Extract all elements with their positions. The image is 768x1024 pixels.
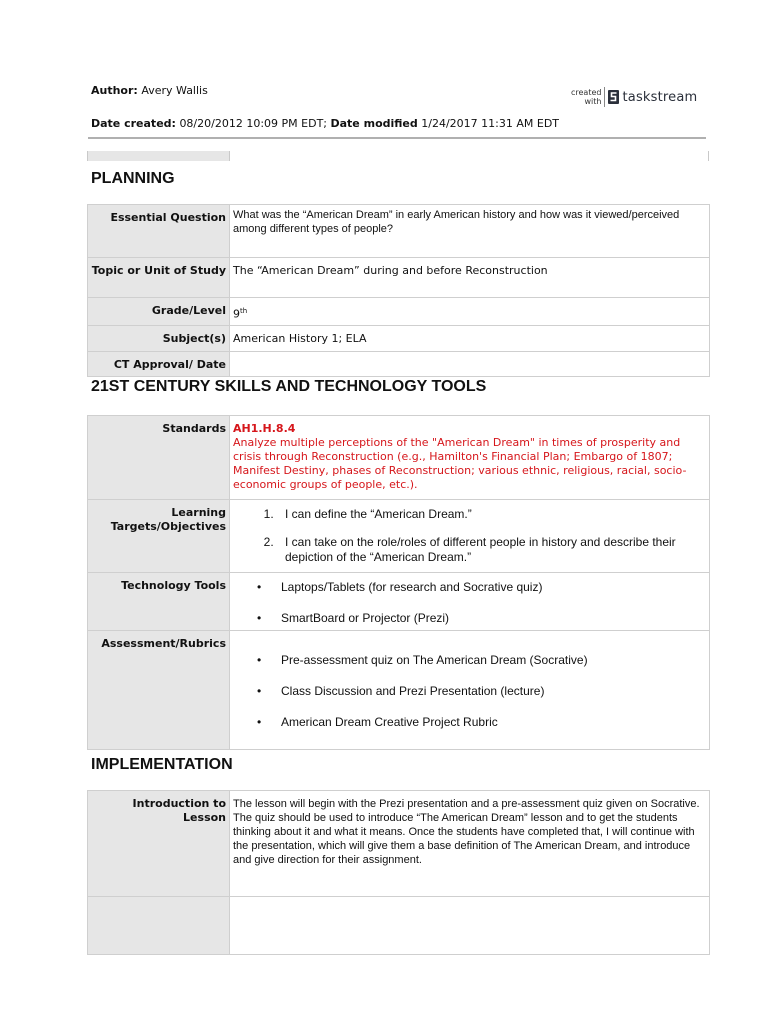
table-row bbox=[88, 897, 710, 955]
table-row bbox=[88, 298, 710, 326]
table-row bbox=[88, 500, 710, 573]
list-item: 1. I can define the “American Dream.” bbox=[277, 507, 706, 522]
table-row bbox=[88, 631, 710, 750]
list-item: 2. I can take on the role/roles of different people in history and describe their depiction of the “American Dream.” bbox=[277, 535, 706, 565]
table-row bbox=[88, 351, 710, 376]
learning-targets-value bbox=[230, 500, 710, 573]
essential-question-label: Essential Question bbox=[88, 205, 230, 258]
implementation-heading: IMPLEMENTATION bbox=[91, 756, 233, 773]
author-label: Author: bbox=[91, 84, 138, 97]
ct-approval-label: CT Approval/ Date bbox=[88, 351, 230, 376]
list-item: • SmartBoard or Projector (Prezi) bbox=[277, 611, 706, 626]
technology-tools-value bbox=[230, 573, 710, 631]
brand-with: with bbox=[584, 97, 602, 106]
list-item: • American Dream Creative Project Rubric bbox=[277, 715, 706, 730]
author-line bbox=[91, 84, 208, 97]
brand-name: taskstream bbox=[622, 89, 698, 105]
learning-targets-list bbox=[233, 507, 706, 565]
intro-value: The lesson will begin with the Prezi presentation and a pre-assessment quiz given on Socrative. The quiz should be used to introduce “The American Dream” lesson and to get the students thinking about it and what it means. Once the students have completed that, I will continue with the presentation, which will give them a base definition of The American Dream, and introduce and give direction for their assignment. bbox=[230, 791, 710, 897]
header-divider bbox=[88, 137, 706, 139]
date-modified-label: Date modified bbox=[330, 117, 418, 130]
essential-question-value: What was the “American Dream” in early American history and how was it viewed/perceived among different types of people? bbox=[230, 205, 710, 258]
grade-suffix: th bbox=[240, 307, 248, 315]
empty-value bbox=[230, 897, 710, 955]
assessment-list bbox=[233, 653, 706, 730]
subjects-label: Subject(s) bbox=[88, 325, 230, 351]
skills-table bbox=[87, 415, 710, 750]
table-row bbox=[88, 205, 710, 258]
stub-label-cell bbox=[87, 151, 229, 161]
table-row bbox=[88, 258, 710, 298]
date-created-label: Date created: bbox=[91, 117, 176, 130]
ct-approval-value bbox=[230, 351, 710, 376]
topic-value: The “American Dream” during and before Reconstruction bbox=[230, 258, 710, 298]
topic-label: Topic or Unit of Study bbox=[88, 258, 230, 298]
grade-value bbox=[230, 298, 710, 326]
continued-table-stub bbox=[87, 151, 709, 161]
table-row bbox=[88, 416, 710, 500]
standard-text: Analyze multiple perceptions of the "American Dream" in times of prosperity and crisis through Reconstruction (e.g., Hamilton's Financial Plan; Embargo of 1807; Manifest Destiny, phases of Reconstruction; various ethnic, religious, racial, socio-economic groups of people, etc.). bbox=[233, 436, 687, 491]
table-row bbox=[88, 791, 710, 897]
date-modified-value: 1/24/2017 11:31 AM EDT bbox=[421, 117, 560, 130]
brand-created-with bbox=[571, 88, 601, 106]
standards-value bbox=[230, 416, 710, 500]
date-line bbox=[91, 117, 559, 130]
table-row bbox=[88, 573, 710, 631]
technology-tools-list bbox=[233, 580, 706, 626]
subjects-value: American History 1; ELA bbox=[230, 325, 710, 351]
brand-created: created bbox=[571, 88, 602, 97]
standards-label: Standards bbox=[88, 416, 230, 500]
learning-targets-label: Learning Targets/Objectives bbox=[88, 500, 230, 573]
planning-heading: PLANNING bbox=[91, 170, 175, 187]
author-name: Avery Wallis bbox=[141, 84, 208, 97]
taskstream-icon bbox=[608, 90, 619, 104]
list-item: • Class Discussion and Prezi Presentation (lecture) bbox=[277, 684, 706, 699]
stub-value-cell bbox=[229, 151, 709, 161]
list-item: • Pre-assessment quiz on The American Dream (Socrative) bbox=[277, 653, 706, 668]
empty-label bbox=[88, 897, 230, 955]
grade-label: Grade/Level bbox=[88, 298, 230, 326]
planning-table bbox=[87, 204, 710, 377]
intro-label: Introduction to Lesson bbox=[88, 791, 230, 897]
list-item: • Laptops/Tablets (for research and Socrative quiz) bbox=[277, 580, 706, 595]
date-created-value: 08/20/2012 10:09 PM EDT; bbox=[179, 117, 327, 130]
table-row bbox=[88, 325, 710, 351]
skills-heading: 21ST CENTURY SKILLS AND TECHNOLOGY TOOLS bbox=[91, 378, 487, 395]
technology-tools-label: Technology Tools bbox=[88, 573, 230, 631]
implementation-table bbox=[87, 790, 710, 955]
standard-code: AH1.H.8.4 bbox=[233, 422, 296, 435]
grade-number: 9 bbox=[233, 307, 240, 321]
assessment-value bbox=[230, 631, 710, 750]
brand-divider bbox=[604, 87, 605, 107]
assessment-label: Assessment/Rubrics bbox=[88, 631, 230, 750]
taskstream-logo bbox=[571, 84, 697, 110]
